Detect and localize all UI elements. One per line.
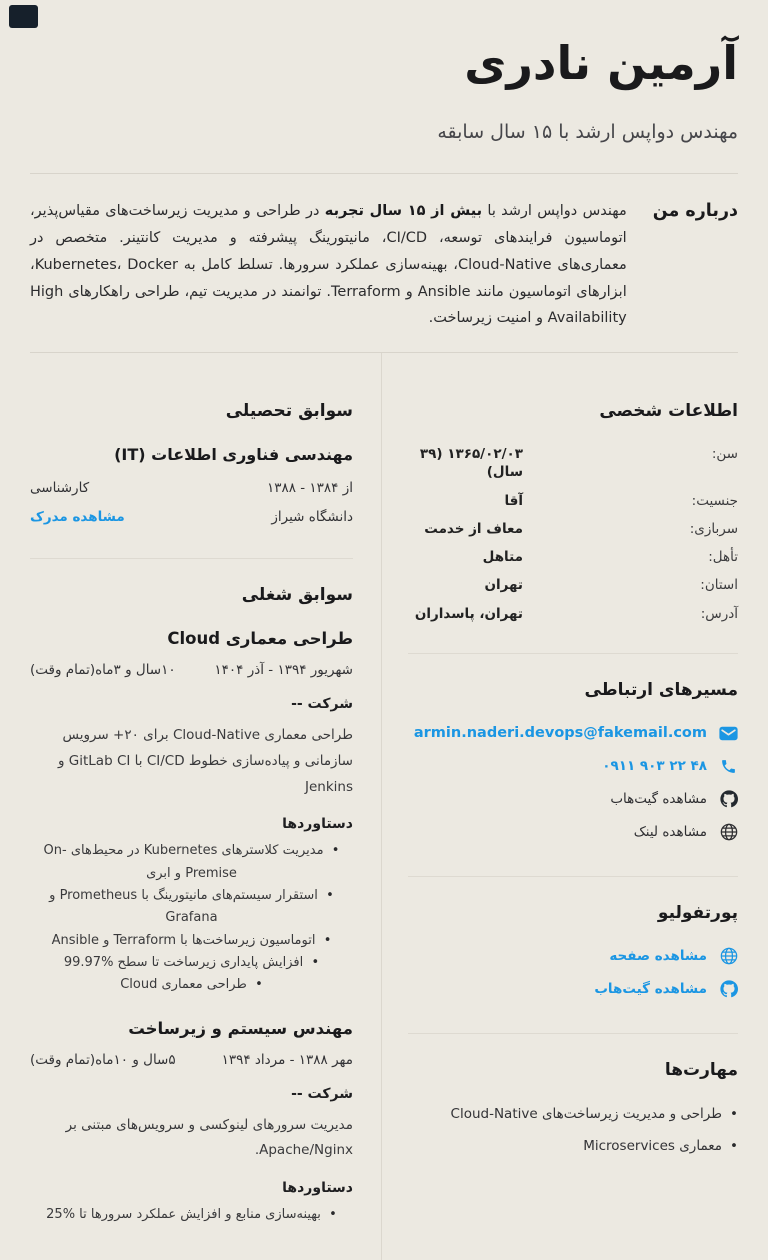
company-name: شرکت -- <box>291 696 353 713</box>
education-period-row <box>30 480 353 496</box>
about-heading: درباره من <box>652 201 738 222</box>
mail-icon <box>719 724 738 743</box>
person-subtitle: مهندس دواپس ارشد با ۱۵ سال سابقه <box>437 121 738 144</box>
contact-row-github <box>408 790 738 809</box>
personal-value-province: تهران <box>484 577 523 594</box>
achievement-item: • اتوماسیون زیرساخت‌ها با Terraform و Ansible <box>30 930 353 952</box>
certificate-link[interactable]: مشاهده مدرک <box>30 509 125 526</box>
university-name: دانشگاه شیراز <box>271 509 353 526</box>
personal-row <box>408 605 738 623</box>
personal-label-gender: جنسیت: <box>691 492 738 509</box>
personal-row <box>408 520 738 538</box>
degree-title: مهندسی فناوری اطلاعات (IT) <box>114 445 353 465</box>
person-name: آرمین نادری <box>464 36 738 90</box>
info-column <box>381 353 738 1260</box>
github-icon <box>719 790 738 809</box>
phone-link[interactable]: ۰۹۱۱ ۹۰۳ ۲۲ ۴۸ <box>602 758 707 775</box>
skill-item: • طراحی و مدیریت زیرساخت‌های Cloud-Native <box>408 1104 738 1124</box>
company-name: شرکت -- <box>291 1085 353 1102</box>
portfolio-page-link[interactable]: مشاهده صفحه <box>609 948 707 965</box>
experience-column <box>30 353 381 1260</box>
portfolio-heading: پورتفولیو <box>657 902 738 923</box>
contact-heading: مسیرهای ارتباطی <box>584 679 738 700</box>
achievement-item: • بهینه‌سازی منابع و افزایش عملکرد سرورها تا %25 <box>30 1204 353 1226</box>
portfolio-row-github <box>408 980 738 999</box>
contact-row-phone <box>408 757 738 776</box>
education-section <box>30 401 353 559</box>
github-link[interactable]: مشاهده گیت‌هاب <box>610 791 707 808</box>
phone-icon <box>719 757 738 776</box>
personal-label-military: سربازی: <box>689 520 738 537</box>
work-section <box>30 559 353 1260</box>
job-duration: ۱۰سال و ۳ماه(تمام وقت) <box>30 662 176 679</box>
personal-info-section <box>408 401 738 654</box>
email-link[interactable]: armin.naderi.devops@fakemail.com <box>413 725 707 742</box>
job-period-row <box>30 1052 353 1068</box>
achievements-heading: دستاوردها <box>282 1179 353 1196</box>
skills-heading: مهارت‌ها <box>664 1059 738 1080</box>
job-period-row <box>30 662 353 678</box>
contact-section <box>408 654 738 877</box>
contact-row-link <box>408 823 738 842</box>
job-period: مهر ۱۳۸۸ - مرداد ۱۳۹۴ <box>221 1051 353 1068</box>
education-level: کارشناسی <box>30 480 90 497</box>
personal-value-military: معاف از خدمت <box>424 520 523 537</box>
skill-list <box>408 1104 738 1157</box>
portfolio-row-page <box>408 947 738 966</box>
personal-value-gender: آقا <box>504 492 523 509</box>
personal-label-address: آدرس: <box>700 605 738 622</box>
corner-logo-mark <box>9 5 38 28</box>
about-section <box>30 174 738 352</box>
personal-label-province: استان: <box>700 577 738 594</box>
personal-row <box>408 492 738 510</box>
personal-row <box>408 445 738 481</box>
job-description: مدیریت سرورهای لینوکسی و سرویس‌های مبتنی بر Apache/Nginx. <box>65 1116 353 1159</box>
achievement-list <box>30 1204 353 1226</box>
website-link[interactable]: مشاهده لینک <box>633 824 707 841</box>
header <box>30 0 738 174</box>
portfolio-github-link[interactable]: مشاهده گیت‌هاب <box>594 981 707 998</box>
personal-info-heading: اطلاعات شخصی <box>599 401 738 422</box>
about-text-bold: بیش از ۱۵ سال تجربه <box>324 203 483 220</box>
github-icon <box>719 980 738 999</box>
achievement-item: • استقرار سیستم‌های مانیتورینگ با Prometheus و Grafana <box>30 885 353 930</box>
personal-row <box>408 576 738 594</box>
achievements-heading: دستاوردها <box>282 816 353 833</box>
education-period: از ۱۳۸۴ - ۱۳۸۸ <box>266 480 353 497</box>
job-title: مهندس سیستم و زیرساخت <box>128 1018 353 1038</box>
personal-row <box>408 548 738 566</box>
job-period: شهریور ۱۳۹۴ - آذر ۱۴۰۴ <box>214 662 353 679</box>
portfolio-section <box>408 877 738 1034</box>
job-title: طراحی معماری Cloud <box>167 629 353 649</box>
skills-section <box>408 1034 738 1189</box>
globe-icon <box>719 823 738 842</box>
work-heading: سوابق شغلی <box>241 585 353 606</box>
contact-row-email <box>408 724 738 743</box>
job-description: طراحی معماری Cloud-Native برای ۲۰+ سرویس سازمانی و پیاده‌سازی خطوط CI/CD با GitLab CI و Jenkins <box>57 727 353 795</box>
personal-value-marital: متاهل <box>482 549 523 566</box>
achievement-list <box>30 840 353 997</box>
achievement-item: • افزایش پایداری زیرساخت تا سطح %99.97 <box>30 952 353 974</box>
achievement-item: • طراحی معماری Cloud <box>30 974 353 996</box>
columns <box>30 353 738 1260</box>
personal-label-marital: تأهل: <box>708 549 738 566</box>
personal-value-age: ۱۳۶۵/۰۲/۰۳ (۳۹ سال) <box>419 446 523 481</box>
about-text-lead: مهندس دواپس ارشد با <box>482 203 627 220</box>
about-text <box>30 198 627 332</box>
education-university-row <box>30 509 353 525</box>
about-text-rest: در طراحی و مدیریت زیرساخت‌های مقیاس‌پذیر، اتوماسیون فرایندهای توسعه، CI/CD، مانیتورینگ پیشرفته و مدیریت کانتینر. متخصص در معماری‌های Cloud-Native، بهینه‌سازی عملکرد سرورها. تسلط کامل به Kubernetes، Docker، ابزارهای اتوماسیون مانند Ansible و Terraform. توانمند در مدیریت تیم، طراحی راهکارهای High Availability و امنیت زیرساخت. <box>30 203 627 327</box>
globe-icon <box>719 947 738 966</box>
personal-value-address: تهران، پاسداران <box>414 605 523 622</box>
skill-item: • معماری Microservices <box>408 1136 738 1156</box>
job-duration: ۵سال و ۱۰ماه(تمام وقت) <box>30 1051 176 1068</box>
personal-label-age: سن: <box>711 446 738 463</box>
education-heading: سوابق تحصیلی <box>225 401 353 422</box>
achievement-item: • مدیریت کلاسترهای Kubernetes در محیط‌های On-Premise و ابری <box>30 840 353 885</box>
